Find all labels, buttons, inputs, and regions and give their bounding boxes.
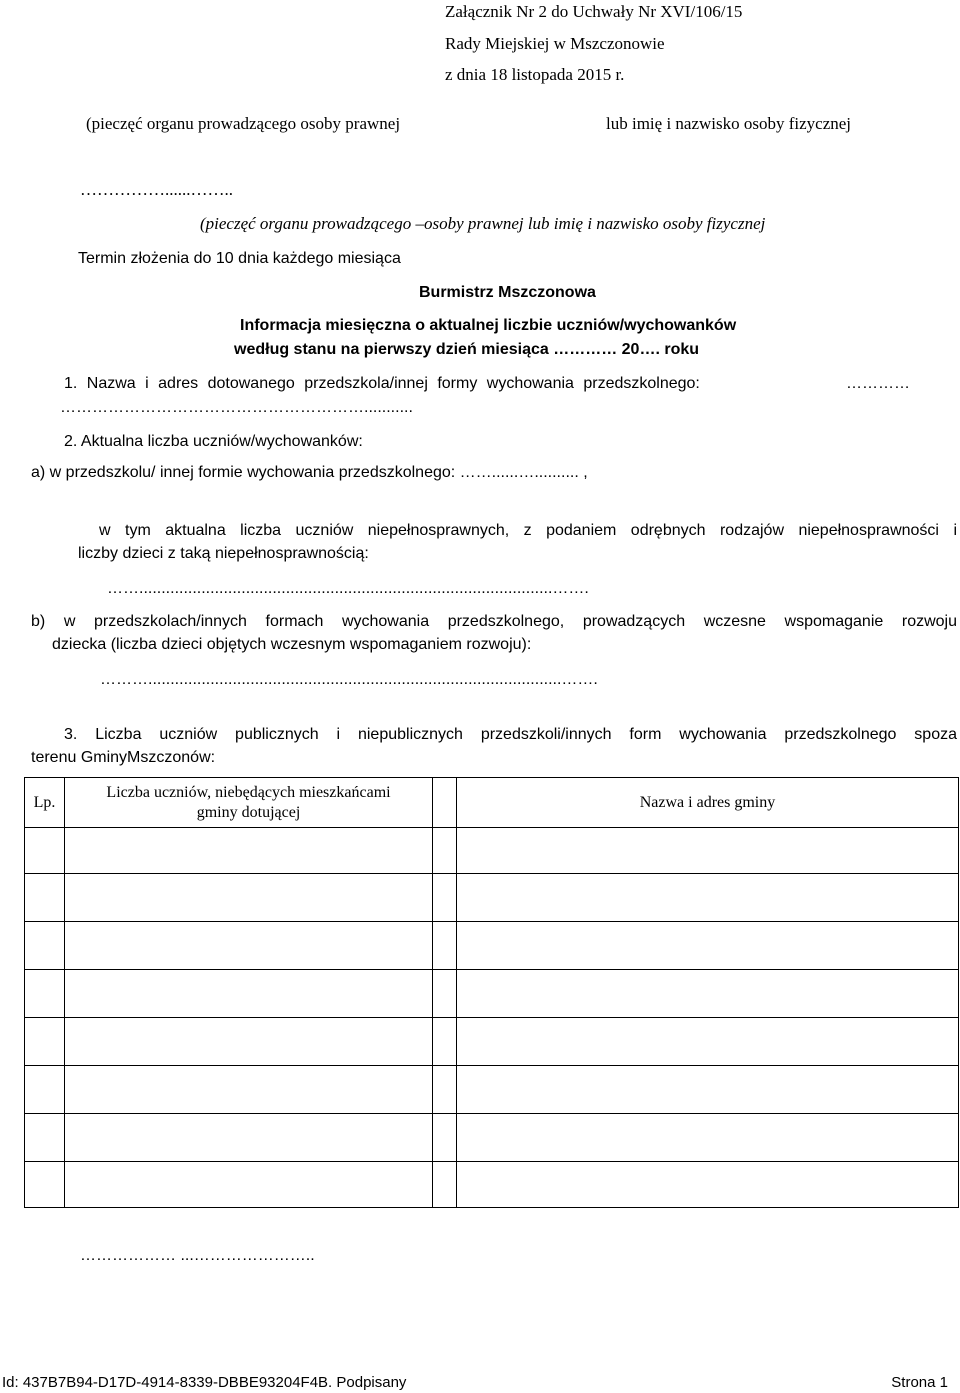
stamp-label-right: lub imię i nazwisko osoby fizycznej <box>606 114 852 133</box>
table-header-lp: Lp. <box>25 778 65 828</box>
table-row <box>25 922 959 970</box>
section-2b-text: b) w przedszkolach/innych formach wychowania przedszkolnego, prowadzących wczesne wspomaganie rozwoju <box>31 613 957 630</box>
section-2b-dots: ……….............................................................................................……. <box>100 671 598 688</box>
resolution-date: z dnia 18 listopada 2015 r. <box>445 65 625 84</box>
table-header-spacer <box>433 778 457 828</box>
table-row <box>25 1066 959 1114</box>
section-1-text: 1. Nazwa i adres dotowanego przedszkola/innej formy wychowania przedszkolnego: <box>64 375 700 392</box>
table-row <box>25 874 959 922</box>
council-name: Rady Miejskiej w Mszczonowie <box>445 34 665 53</box>
footer-document-id: Id: 437B7B94-D17D-4914-8339-DBBE93204F4B. Podpisany <box>2 1374 407 1391</box>
table-header-count-line2: gminy dotującej <box>196 803 301 821</box>
section-3-text: 3. Liczba uczniów publicznych i niepublicznych przedszkoli/innych form wychowania przedszkolnego spoza <box>64 726 957 743</box>
form-title: Informacja miesięczna o aktualnej liczbie uczniów/wychowanków <box>240 317 737 334</box>
section-2b-text-cont: dziecka (liczba dzieci objętych wczesnym wspomaganiem rozwoju): <box>52 636 532 653</box>
table-header-count <box>65 778 433 828</box>
table-header-count-line1: Liczba uczniów, niebędących mieszkańcami <box>106 783 391 801</box>
annex-title: Załącznik Nr 2 do Uchwały Nr XVI/106/15 <box>445 2 743 21</box>
table-row <box>25 1162 959 1208</box>
table-header-name: Nazwa i adres gminy <box>457 778 959 828</box>
footer-page-number: Strona 1 <box>891 1374 948 1391</box>
disabled-description-cont: liczby dzieci z taką niepełnosprawnością: <box>78 545 369 562</box>
section-2a-text: a) w przedszkolu/ innej formie wychowania przedszkolnego: ……......….......... , <box>31 464 588 481</box>
addressee: Burmistrz Mszczonowa <box>419 284 596 301</box>
disabled-description: w tym aktualna liczba uczniów niepełnosprawnych, z podaniem odrębnych rodzajów niepełnosprawności i <box>99 522 957 539</box>
municipality-table <box>24 777 959 1208</box>
stamp-label-left: (pieczęć organu prowadzącego osoby prawnej <box>86 114 401 133</box>
section-2-heading: 2. Aktualna liczba uczniów/wychowanków: <box>64 433 363 450</box>
stamp-dots: ……………......…….. <box>80 180 233 199</box>
section-3-text-cont: terenu GminyMszczonów: <box>31 749 216 766</box>
table-row <box>25 970 959 1018</box>
disabled-dots: …….............................................................................................……. <box>107 580 589 597</box>
deadline-note: Termin złożenia do 10 dnia każdego miesiąca <box>78 250 401 267</box>
table-row <box>25 828 959 874</box>
stamp-italic-caption: (pieczęć organu prowadzącego –osoby prawnej lub imię i nazwisko osoby fizycznej <box>200 214 766 233</box>
table-row <box>25 1114 959 1162</box>
table-row <box>25 1018 959 1066</box>
signature-dots: ……………… ...………………….. <box>80 1247 315 1264</box>
section-1-dots-end: ………… <box>846 375 910 392</box>
section-1-dots-line: …………………………………………………........... <box>60 399 413 416</box>
form-title-date: według stanu na pierwszy dzień miesiąca ………… 20…. roku <box>234 341 700 358</box>
